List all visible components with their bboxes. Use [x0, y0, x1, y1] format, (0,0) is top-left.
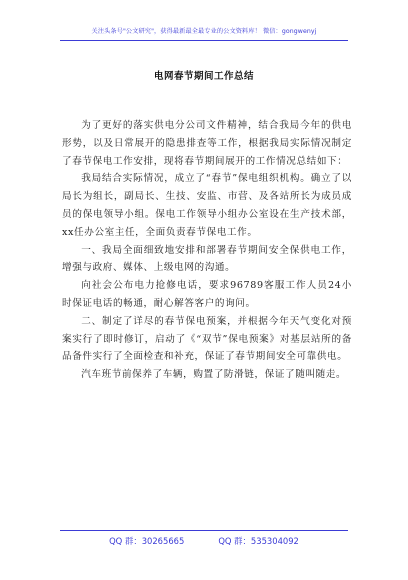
header-divider	[60, 40, 348, 41]
footer-divider	[60, 530, 348, 531]
paragraph: 为了更好的落实供电分公司文件精神，结合我局今年的供电形势，以及日常展开的隐患排查等工作，根据我局实际情况制定了春节保电工作安排，现将春节期间展开的工作情况总结如下：	[62, 120, 352, 167]
header-banner: 关注头条号"公文研究"，获得最新最全最专业的公文资料库！ 微信：gongwenyj	[91, 28, 317, 35]
paragraph: 一、我局全面细致地安排和部署春节期间安全保供电工作，增强与政府、媒体、上级电网的沟通。	[62, 244, 352, 274]
footer	[0, 535, 408, 547]
paragraph: 我局结合实际情况，成立了“春节”保电组织机构。确立了以局长为组长，副局长、生技、安监、市营、及各站所长为成员成员的保电领导小组。保电工作领导小组办公室设在生产技术部，xx任办公室主任，全面负责春节保电工作。	[62, 173, 352, 238]
document-body	[62, 117, 352, 384]
paragraph: 二、制定了详尽的春节保电预案，并根据今年天气变化对预案实行了即时修订，启动了《“双节”保电预案》对基层站所的备品备件实行了全面检查和补充，保证了春节期间安全可靠供电。	[62, 315, 352, 363]
paragraph: 向社会公布电力抢修电话，要求96789客服工作人员24小时保证电话的畅通，耐心解答客户的询问。	[62, 280, 352, 309]
footer-qq-group-2: QQ 群：535304092	[218, 536, 299, 546]
paragraph: 汽车班节前保养了车辆，购置了防滑链，保证了随叫随走。	[81, 369, 347, 381]
footer-qq-group-1: QQ 群：30265665	[109, 536, 185, 546]
document-title: 电网春节期间工作总结	[153, 71, 254, 82]
